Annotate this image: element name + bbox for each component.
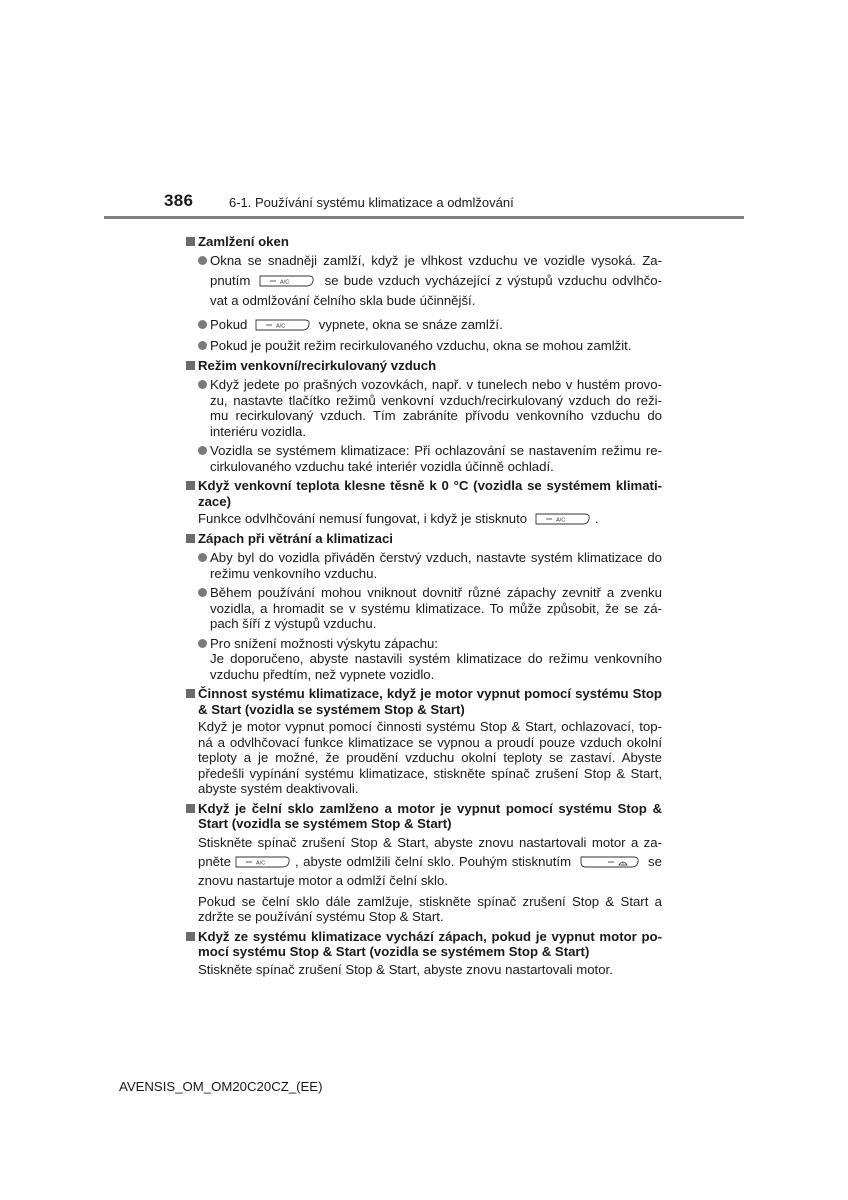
- square-bullet-icon: [186, 237, 195, 246]
- paragraph-text: Funkce odvlhčování nemusí fungovat, i když je stisknuto: [198, 511, 528, 526]
- circle-bullet-icon: [198, 639, 207, 648]
- section-heading: [186, 531, 662, 547]
- square-bullet-icon: [186, 932, 195, 941]
- square-bullet-icon: [186, 534, 195, 543]
- page-header: [0, 186, 848, 220]
- list-item: [186, 317, 662, 333]
- section-heading: [186, 234, 662, 250]
- list-item-text: Během používání mohou vniknout dovnitř různé zápachy zevnitř a zvenku vozidla, a hromadit se v systému klimatizace. To může způsobit, že se zá-pach šíří z výstupů vzduchu.: [210, 585, 662, 631]
- section-heading: [186, 478, 662, 509]
- paragraph-text: znovu nastartuje motor a odmlží čelní sklo.: [198, 872, 448, 888]
- circle-bullet-icon: [198, 380, 207, 389]
- page-number: 386: [164, 191, 194, 210]
- paragraph: Pokud se čelní sklo dále zamlžuje, stiskněte spínač zrušení Stop & Start a zdržte se používání systému Stop & Start.: [198, 893, 662, 924]
- ac-button-label: A/C: [276, 323, 286, 329]
- circle-bullet-icon: [198, 446, 207, 455]
- list-item-text: Okna se snadněji zamlží, když je vlhkost vzduchu ve vozidle vysoká. Za-: [210, 252, 662, 268]
- circle-bullet-icon: [198, 553, 207, 562]
- paragraph: [186, 511, 662, 527]
- list-item-text: Pokud: [210, 316, 248, 332]
- paragraph: [186, 833, 662, 890]
- list-item: [186, 585, 662, 632]
- section-heading-text: Zamlžení oken: [198, 234, 289, 249]
- ac-button-label: A/C: [256, 860, 266, 866]
- section-heading: [186, 686, 662, 717]
- section-heading-text: Zápach při větrání a klimatizaci: [198, 530, 393, 546]
- paragraph-text: se: [648, 853, 662, 869]
- paragraph-text: Stiskněte spínač zrušení Stop & Start, abyste znovu nastartovali motor a za-: [198, 834, 662, 850]
- list-item-text: Když jedete po prašných vozovkách, např. v tunelech nebo v hustém provo-zu, nastavte tlačítko režimů venkovní vzduch/recirkulovaný vzduch do reži-mu recirkulovaný vzduch. Tím zabráníte přívodu venkovního vzduchu do interiéru vozidla.: [210, 377, 662, 439]
- list-item-text: vypnete, okna se snáze zamlží.: [318, 316, 503, 332]
- paragraph-text: , abyste odmlžili čelní sklo. Pouhým stisknutím: [295, 853, 572, 869]
- list-item-text: pnutím: [210, 272, 251, 288]
- square-bullet-icon: [186, 689, 195, 698]
- ac-button-icon: [535, 513, 591, 525]
- list-item: [186, 377, 662, 439]
- section-heading-text: Režim venkovní/recirkulovaný vzduch: [198, 357, 437, 373]
- list-item-text: Vozidla se systémem klimatizace: Při ochlazování se nastavením režimu re-cirkulovaného vzduchu také interiér vozidla účinně ochladí.: [210, 443, 662, 474]
- paragraph: Stiskněte spínač zrušení Stop & Start, abyste znovu nastartovali motor.: [198, 961, 613, 977]
- ac-button-label: A/C: [280, 279, 290, 285]
- section-heading: [186, 801, 662, 832]
- list-item-text: Je doporučeno, abyste nastavili systém klimatizace do režimu venkovního vzduchu předtím, než vypnete vozidlo.: [210, 651, 662, 682]
- list-item-text: Pokud je použit režim recirkulovaného vzduchu, okna se mohou zamlžit.: [210, 338, 632, 353]
- section-heading-text: Když venkovní teplota klesne těsně k 0 °C (vozidla se systémem klimati-zace): [198, 478, 662, 509]
- section-heading-text: Činnost systému klimatizace, když je motor vypnut pomocí systému Stop & Start (vozidla se systémem Stop & Start): [198, 686, 662, 717]
- list-item-text: Aby byl do vozidla přiváděn čerstvý vzduch, nastavte systém klimatizace do režimu venkovního vzduchu.: [210, 550, 662, 581]
- header-rule: [104, 216, 744, 219]
- circle-bullet-icon: [198, 341, 207, 350]
- list-item: [186, 443, 662, 474]
- list-item: [186, 251, 662, 311]
- circle-bullet-icon: [198, 320, 207, 329]
- list-item: [186, 338, 662, 354]
- ac-button-label: A/C: [555, 517, 565, 524]
- list-item-text: Pro snížení možnosti výskytu zápachu:: [210, 635, 438, 651]
- section-heading: [186, 358, 662, 374]
- section-heading: [186, 929, 662, 960]
- list-item: [186, 636, 662, 683]
- ac-button-icon: [235, 856, 291, 868]
- square-bullet-icon: [186, 481, 195, 490]
- ac-button-icon: [255, 319, 311, 331]
- square-bullet-icon: [186, 361, 195, 370]
- list-item-text: se bude vzduch vycházející z výstupů vzduchu odvlhčo-: [324, 272, 662, 288]
- list-item: [186, 550, 662, 581]
- section-heading-text: Když ze systému klimatizace vychází zápach, pokud je vypnut motor po-mocí systému Stop & Start (vozidla se systémem Stop & Start): [198, 928, 662, 959]
- list-item-text: vat a odmlžování čelního skla bude účinnější.: [210, 292, 476, 308]
- paragraph: Když je motor vypnut pomocí činnosti systému Stop & Start, ochlazovací, top-ná a odvlhčovací funkce klimatizace se vypnou a proudí pouze vzduch okolní teploty a je možné, že proudění vzduchu okolní teploty se zastaví. Abyste předešli vypínání systému klimatizace, stiskněte spínač zrušení Stop & Start, abyste systém deaktivovali.: [198, 719, 662, 796]
- circle-bullet-icon: [198, 588, 207, 597]
- paragraph-text: pněte: [198, 853, 232, 869]
- paragraph-text: .: [594, 511, 599, 526]
- chapter-title: 6-1. Používání systému klimatizace a odmlžování: [229, 195, 514, 210]
- ac-button-icon: [259, 275, 315, 287]
- section-heading-text: Když je čelní sklo zamlženo a motor je vypnut pomocí systému Stop & Start (vozidla se systémem Stop & Start): [198, 800, 662, 831]
- document-code: AVENSIS_OM_OM20C20CZ_(EE): [119, 1079, 323, 1094]
- page-content: [186, 234, 662, 977]
- defroster-button-icon: [580, 856, 640, 868]
- circle-bullet-icon: [198, 256, 207, 265]
- square-bullet-icon: [186, 804, 195, 813]
